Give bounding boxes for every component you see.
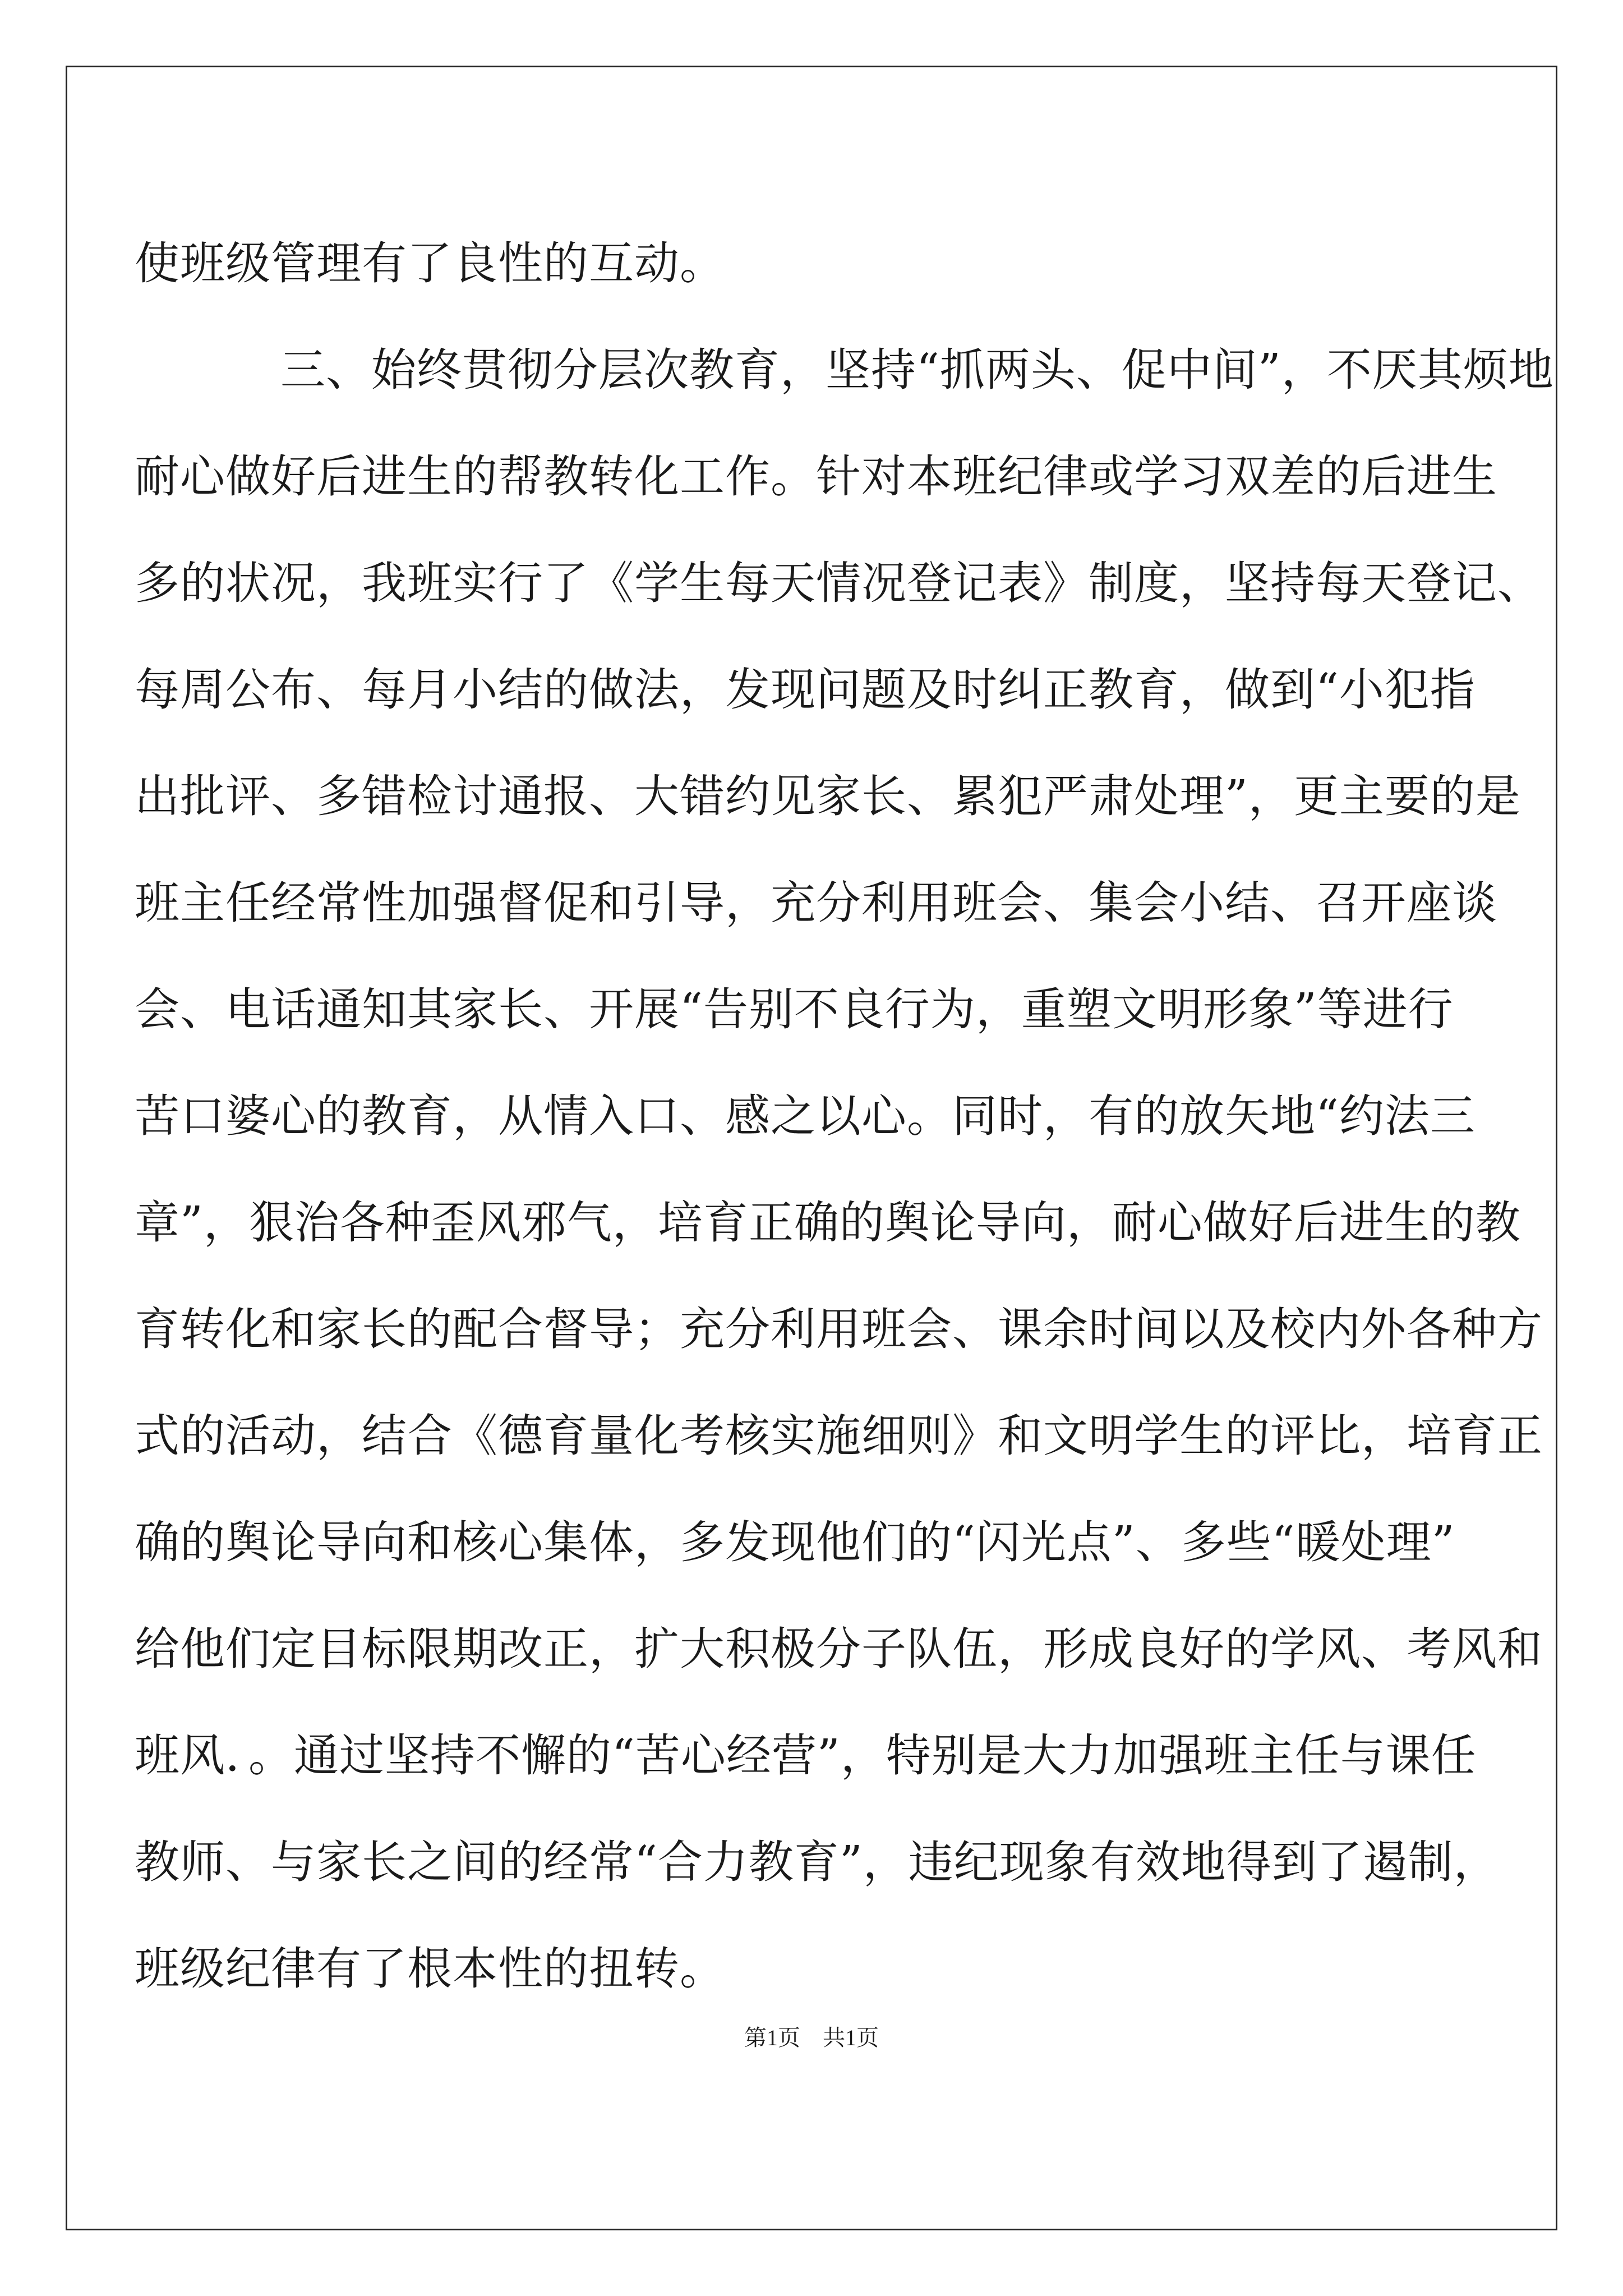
text-line: 使班级管理有了良性的互动。: [135, 237, 725, 289]
text-line: 育转化和家长的配合督导；充分利用班会、课余时间以及校内外各种方: [135, 1303, 1543, 1355]
text-line: 苦口婆心的教育，从情入口、感之以心。同时，有的放矢地“约法三: [135, 1090, 1476, 1142]
text-line: 章”，狠治各种歪风邪气，培育正确的舆论导向，耐心做好后进生的教: [135, 1197, 1521, 1249]
text-line: 教师、与家长之间的经常“合力教育”，违纪现象有效地得到了遏制，: [135, 1836, 1499, 1888]
text-line: 给他们定目标限期改正，扩大积极分子队伍，形成良好的学风、考风和: [135, 1623, 1543, 1675]
text-line: 会、电话通知其家长、开展“告别不良行为，重塑文明形象”等进行: [135, 983, 1454, 1036]
text-line: 耐心做好后进生的帮教转化工作。针对本班纪律或学习双差的后进生: [135, 450, 1497, 503]
text-line: 出批评、多错检讨通报、大错约见家长、累犯严肃处理”，更主要的是: [135, 770, 1521, 822]
document-body: [135, 210, 1554, 2022]
text-line: 确的舆论导向和核心集体，多发现他们的“闪光点”、多些“暖处理”: [135, 1516, 1455, 1568]
page-number: 第1页 共1页: [744, 2025, 879, 2050]
text-line: 班风．。通过坚持不懈的“苦心经营”，特别是大力加强班主任与课任: [135, 1729, 1477, 1782]
text-line: 班主任经常性加强督促和引导，充分利用班会、集会小结、召开座谈: [135, 877, 1497, 929]
text-line: 班级纪律有了根本性的扭转。: [135, 1943, 725, 1995]
text-line: 式的活动，结合《德育量化考核实施细则》和文明学生的评比，培育正: [135, 1410, 1543, 1462]
paragraph-first-line: 三、始终贯彻分层次教育，坚持“抓两头、促中间”，不厌其烦地: [280, 344, 1554, 396]
text-line: 多的状况，我班实行了《学生每天情况登记表》制度，坚持每天登记、: [135, 557, 1543, 609]
text-line: 每周公布、每月小结的做法，发现问题及时纠正教育，做到“小犯指: [135, 664, 1476, 716]
